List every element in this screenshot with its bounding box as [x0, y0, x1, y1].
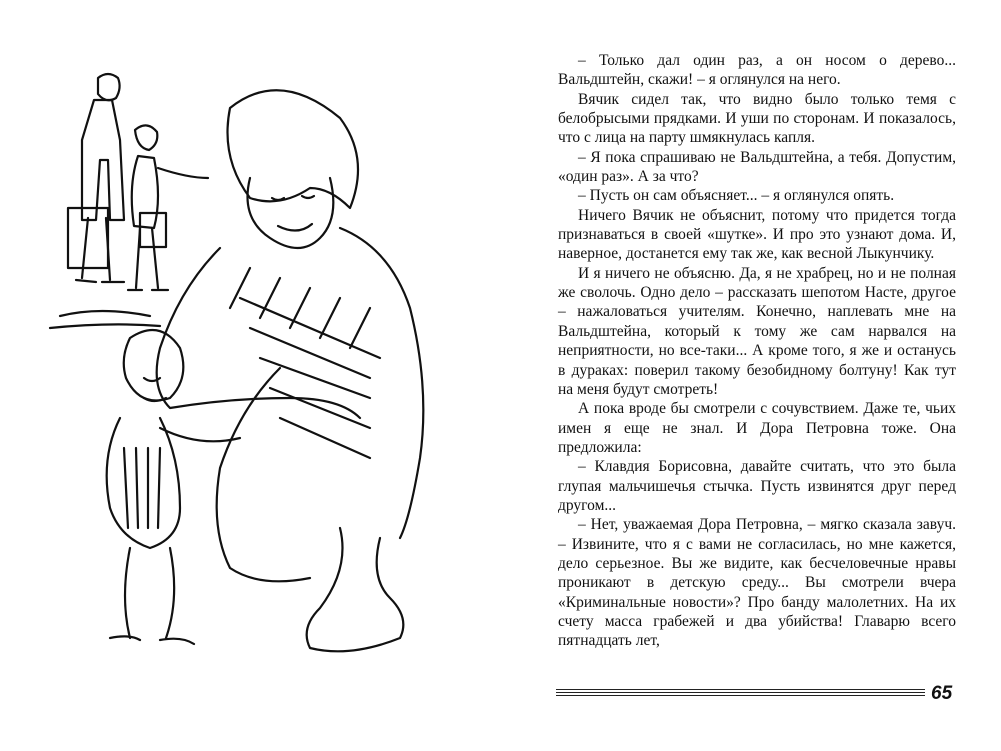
- page-number: 65: [931, 683, 953, 704]
- paragraph: И я ничего не объясню. Да, я не храбрец, но и не полная же сволочь. Одно дело – рассказать шепотом Насте, другое – нажаловаться учителям. Конечно, наплевать мне на Вальдштейна, который к тому же сам нарвался на неприятности, но все-таки... А кроме того, я же и останусь в дураках: поверил такому безобидному болтуну! Как тут на меня будут смотреть!: [558, 264, 956, 398]
- ground-shading: [50, 311, 160, 328]
- paragraph: – Только дал один раз, а он носом о дерево... Вальдштейн, скажи! – я оглянулся на него.: [558, 52, 956, 89]
- paragraph: Ничего Вячик не объяснит, потому что придется тогда признаваться в своей «шутке». И про это узнают дома. И, наверное, достанется ему так же, как весной Лыкунчику.: [558, 206, 956, 263]
- background-small-boy-figure: [128, 125, 208, 290]
- footer-rule: [556, 689, 925, 697]
- paragraph: А пока вроде бы смотрели с сочувствием. Даже те, чьих имен я еще не знал. И Дора Петровна тоже. Она предложила:: [558, 400, 956, 456]
- ink-sketch-illustration: [40, 48, 490, 688]
- paragraph: – Я пока спрашиваю не Вальдштейна, а тебя. Допустим, «один раз». А за что?: [558, 148, 956, 186]
- background-boy-figure: [68, 74, 124, 282]
- front-boy-figure: [107, 330, 240, 644]
- paragraph: – Пусть он сам объясняет... – я оглянулся опять.: [578, 187, 895, 205]
- page-text: [558, 51, 956, 651]
- paragraph: – Клавдия Борисовна, давайте считать, что это была глупая мальчишечья стычка. Пусть извинятся друг перед другом...: [558, 458, 956, 514]
- girl-figure: [157, 90, 424, 651]
- paragraph: – Нет, уважаемая Дора Петровна, – мягко сказала завуч. – Извините, что я с вами не согласилась, но мне кажется, дело серьезное. Вы же видите, как бесчеловечные нравы проникают в детскую среду... Вы смотрели вчера «Криминальные новости»? Про банду малолетних. На их счету масса грабежей и два убийства! Главарю всего пятнадцать лет,: [558, 516, 956, 650]
- paragraph: Вячик сидел так, что видно было только темя с белобрысыми прядками. И уши по сторонам. И показалось, что с лица на парту шмякнулась капля.: [558, 90, 956, 147]
